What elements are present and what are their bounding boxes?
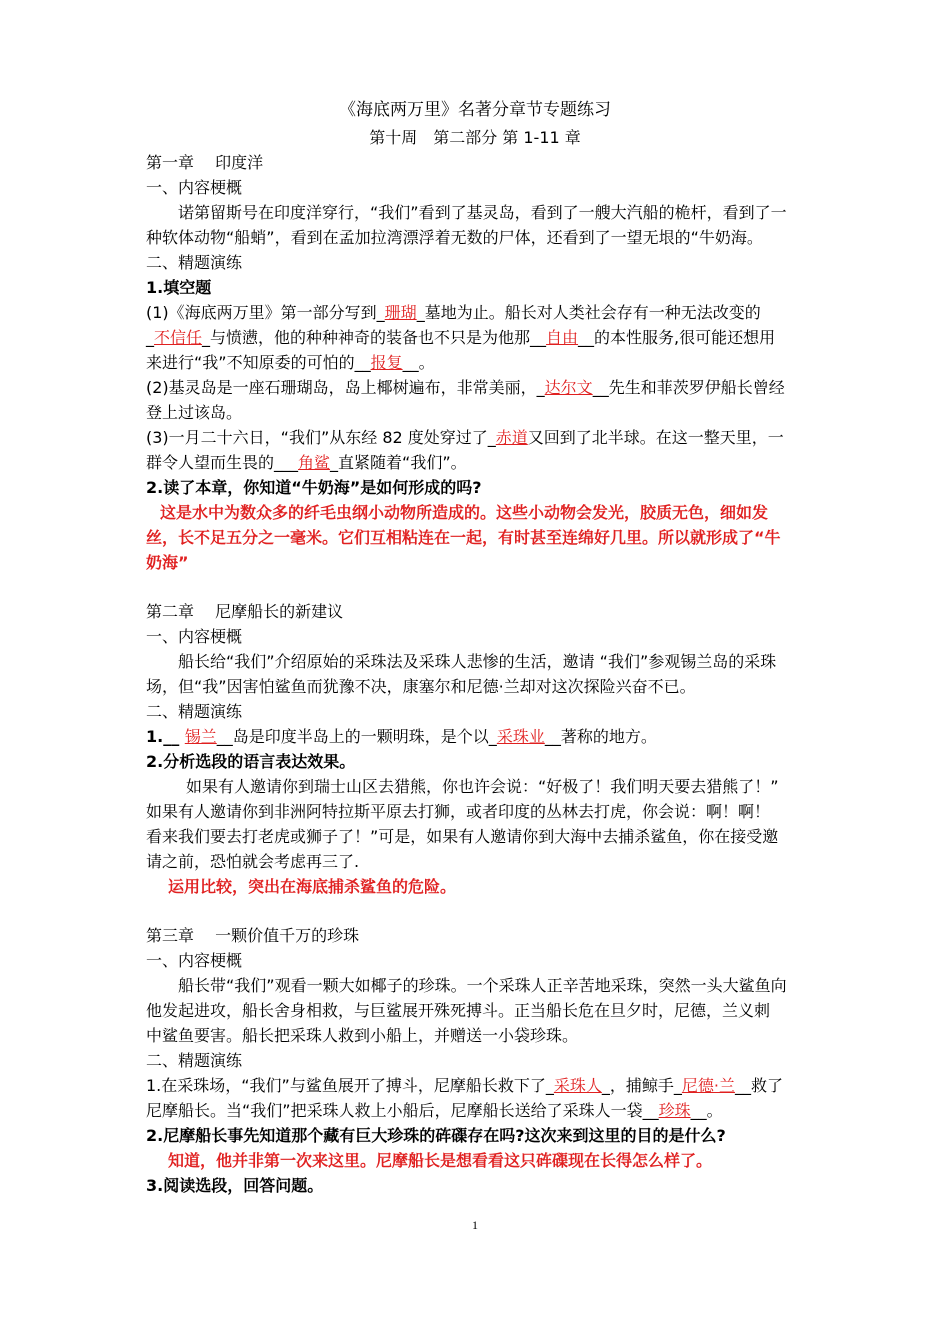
chapter-3-heading: 第三章 一颗价值千万的珍珠 [146, 926, 360, 945]
chapter-1-q2-line-2: 登上过该岛。 [146, 403, 243, 422]
q-text: 来进行“我”不知原委的可怕的__ [146, 353, 371, 372]
answer-blank: 赤道 [495, 428, 528, 447]
q-text: __的本性服务,很可能还想用 [578, 328, 776, 347]
chapter-2-passage-line-3: 看来我们要去打老虎或狮子了！”可是，如果有人邀请你到大海中去捕杀鲨鱼，你在接受邀 [146, 827, 779, 846]
q-text: (1)《海底两万里》第一部分写到_ [146, 303, 385, 322]
answer-blank: 不信任 [154, 328, 203, 347]
chapter-3-q1-line-2 [146, 1099, 816, 1123]
document-title: 《海底两万里》名著分章节专题练习 [339, 100, 611, 120]
q-text: (3)一月二十六日，“我们”从东经 82 度处穿过了_ [146, 428, 496, 447]
chapter-1-heading: 第一章 印度洋 [146, 153, 264, 172]
chapter-1-answer-2-line-1: 这是水中为数众多的纤毛虫纲小动物所造成的。这些小动物会发光，胶质无色，细如发 [160, 503, 769, 522]
chapter-2-q1 [146, 725, 816, 749]
q-text: __著称的地方。 [544, 727, 657, 746]
chapter-3-summary-line-1: 船长带“我们”观看一颗大如椰子的珍珠。一个采珠人正辛苦地采珠，突然一头大鲨鱼向 [178, 976, 787, 995]
answer-blank: 采珠业 [496, 727, 545, 746]
q-text: 又回到了北半球。在这一整天里，一 [527, 428, 784, 447]
q-text: __岛是印度半岛上的一颗明珠，是个以_ [216, 727, 497, 746]
chapter-2-q2: 2.分析选段的语言表达效果。 [146, 752, 356, 771]
page-number: 1 [472, 1218, 478, 1232]
answer-blank: 珊瑚 [384, 303, 417, 322]
answer-blank: 角鲨 [298, 453, 331, 472]
chapter-3-q2: 2.尼摩船长事先知道那个藏有巨大珍珠的砗磲存在吗?这次来到这里的目的是什么? [146, 1126, 726, 1145]
chapter-2-heading: 第二章 尼摩船长的新建议 [146, 602, 344, 621]
chapter-3-summary-line-2: 他发起进攻，船长舍身相救，与巨鲨展开殊死搏斗。正当船长危在旦夕时，尼德，兰义刺 [146, 1001, 771, 1020]
chapter-2-passage-line-1: 如果有人邀请你到瑞士山区去猎熊，你也许会说：“好极了！我们明天要去猎熊了！” [186, 777, 779, 796]
chapter-3-q3: 3.阅读选段，回答问题。 [146, 1176, 324, 1195]
chapter-1-q1-line-1 [146, 301, 816, 325]
chapter-3-q1-line-1 [146, 1074, 816, 1098]
q-text: _直紧随着“我们”。 [330, 453, 467, 472]
chapter-2-summary-line-1: 船长给“我们”介绍原始的采珠法及采珠人悲惨的生活，邀请 “我们”参观锡兰岛的采珠 [178, 652, 777, 671]
chapter-1-summary-heading: 一、内容梗概 [146, 178, 243, 197]
answer-blank: 报复 [370, 353, 403, 372]
chapter-2-passage-line-4: 请之前，恐怕就会考虑再三了. [146, 852, 360, 871]
q-text: __。 [402, 353, 435, 372]
answer-blank: 尼德·兰 [681, 1076, 735, 1095]
q-text: __救了 [734, 1076, 783, 1095]
q-text: 尼摩船长。当“我们”把采珠人救上小船后，尼摩船长送给了采珠人一袋__ [146, 1101, 659, 1120]
chapter-1-answer-2-line-3: 奶海” [146, 553, 189, 572]
chapter-1-answer-2-line-2: 丝，长不足五分之一毫米。它们互相粘连在一起，有时甚至连绵好几里。所以就形成了“牛 [146, 528, 781, 547]
q-text: _墓地为止。船长对人类社会存有一种无法改变的 [416, 303, 761, 322]
chapter-1-q1-line-2 [146, 326, 816, 350]
answer-blank: 锡兰 [184, 727, 217, 746]
q-text: (2)基灵岛是一座石珊瑚岛，岛上椰树遍布，非常美丽，_ [146, 378, 545, 397]
chapter-3-exercise-heading: 二、精题演练 [146, 1051, 243, 1070]
chapter-3-summary-line-3: 中鲨鱼要害。船长把采珠人救到小船上，并赠送一小袋珍珠。 [146, 1026, 579, 1045]
chapter-1-question-2: 2.读了本章，你知道“牛奶海”是如何形成的吗? [146, 478, 482, 497]
chapter-2-summary-line-2: 场，但“我”因害怕鲨鱼而犹豫不决，康塞尔和尼德·兰却对这次探险兴奋不已。 [146, 677, 696, 696]
chapter-2-exercise-heading: 二、精题演练 [146, 702, 243, 721]
q-text: _与愤懑，他的种种神奇的装备也不只是为他那__ [202, 328, 547, 347]
q-text: 群令人望而生畏的___ [146, 453, 299, 472]
chapter-2-answer: 运用比较，突出在海底捕杀鲨鱼的危险。 [168, 877, 457, 896]
answer-blank: 达尔文 [544, 378, 593, 397]
q-text: 1.在采珠场，“我们”与鲨鱼展开了搏斗，尼摩船长救下了_ [146, 1076, 554, 1095]
chapter-1-q3-line-2 [146, 451, 816, 475]
chapter-1-fill-blank-heading: 1.填空题 [146, 278, 212, 297]
chapter-1-q1-line-3 [146, 351, 816, 375]
q-text: _，捕鲸手_ [601, 1076, 682, 1095]
q-text: 1.__ [146, 727, 185, 746]
chapter-1-q2-line-1 [146, 376, 816, 400]
answer-blank: 采珠人 [553, 1076, 602, 1095]
chapter-1-summary-line-2: 种软体动物“船蛸”，看到在孟加拉湾漂浮着无数的尸体，还看到了一望无垠的“牛奶海。 [146, 228, 763, 247]
q-text: __。 [690, 1101, 723, 1120]
chapter-2-passage-line-2: 如果有人邀请你到非洲阿特拉斯平原去打狮，或者印度的丛林去打虎，你会说：啊！啊！ [146, 802, 771, 821]
q-text: __先生和菲茨罗伊船长曾经 [592, 378, 785, 397]
chapter-1-q3-line-1 [146, 426, 816, 450]
chapter-2-summary-heading: 一、内容梗概 [146, 627, 243, 646]
answer-blank: 自由 [546, 328, 579, 347]
chapter-1-exercise-heading: 二、精题演练 [146, 253, 243, 272]
chapter-1-summary-line-1: 诺第留斯号在印度洋穿行，“我们”看到了基灵岛，看到了一艘大汽船的桅杆，看到了一 [178, 203, 787, 222]
q-text: _ [146, 328, 154, 347]
answer-blank: 珍珠 [658, 1101, 691, 1120]
chapter-3-summary-heading: 一、内容梗概 [146, 951, 243, 970]
document-subtitle: 第十周 第二部分 第 1-11 章 [369, 128, 581, 147]
chapter-3-answer-2: 知道，他并非第一次来这里。尼摩船长是想看看这只砗磲现在长得怎么样了。 [168, 1151, 713, 1170]
